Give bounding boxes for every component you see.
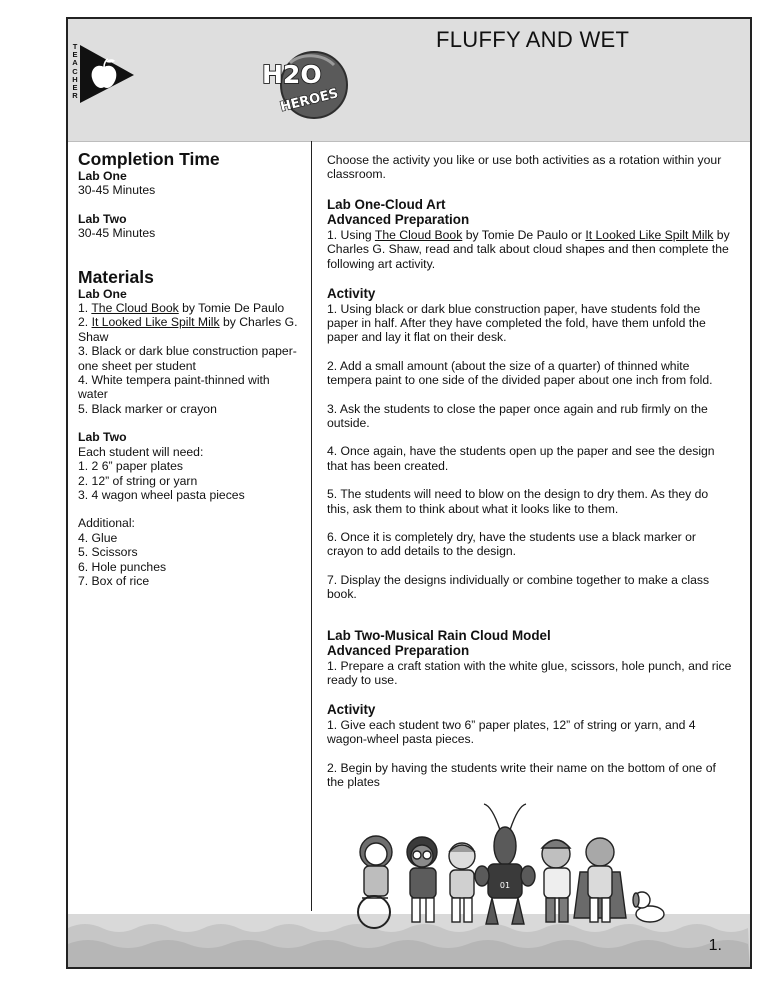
activity-step: 3. Ask the students to close the paper once again and rub firmly on the outside. <box>327 401 708 430</box>
teacher-letter: A <box>72 58 78 68</box>
page-title: FLUFFY AND WET <box>436 27 630 52</box>
material-item: 2. It Looked Like Spilt Milk by Charles G. Shaw <box>78 315 298 344</box>
material-item: 5. Black marker or crayon <box>78 401 217 416</box>
apple-icon <box>80 45 136 105</box>
materials-lab-one-label: Lab One <box>78 286 127 301</box>
book-title: The Cloud Book <box>374 227 463 242</box>
teacher-tab <box>68 43 138 123</box>
material-item: 3. 4 wagon wheel pasta pieces <box>78 487 245 502</box>
lab-two-title: Lab Two-Musical Rain Cloud Model <box>327 627 551 643</box>
activity-step: 1. Using black or dark blue construction paper, have students fold the paper in half. After they have completed the fold, have them unfold the paper and lay it flat on their desk. <box>327 301 706 345</box>
intro-text: Choose the activity you like or use both activities as a rotation within your classroom. <box>327 153 722 182</box>
lab-two-label: Lab Two <box>78 211 127 226</box>
teacher-letter: C <box>72 66 78 76</box>
additional-label: Additional: <box>78 516 135 531</box>
h2o-heroes-logo <box>256 49 348 123</box>
completion-time-heading: Completion Time <box>78 149 220 169</box>
activity-step: 4. Once again, have the students open up the paper and see the design that has been created. <box>327 444 715 473</box>
activity-step: 2. Begin by having the students write their name on the bottom of one of the plates <box>327 760 716 790</box>
lab-one-time: 30-45 Minutes <box>78 183 156 198</box>
material-item: 6. Hole punches <box>78 559 167 574</box>
material-item: 4. White tempera paint-thinned with water <box>78 373 270 402</box>
materials-heading: Materials <box>78 266 154 287</box>
lab-two-prep-text: 1. Prepare a craft station with the white glue, scissors, hole punch, and rice ready to use. <box>327 658 732 688</box>
activity-step: 1. Give each student two 6” paper plates, 12” of string or yarn, and 4 wagon-wheel pasta pieces. <box>327 717 696 747</box>
book-title: It Looked Like Spilt Milk <box>585 227 714 242</box>
svg-text:01: 01 <box>499 881 511 890</box>
lab-two-activity-label: Activity <box>327 702 376 718</box>
teacher-letter: E <box>72 83 78 93</box>
svg-text:H2O: H2O <box>262 60 322 89</box>
book-title: The Cloud Book <box>91 301 179 316</box>
right-column <box>327 153 732 790</box>
page-number: 1. <box>708 937 722 954</box>
left-column <box>78 149 300 588</box>
material-item: 5. Scissors <box>78 545 138 560</box>
header-band <box>68 19 750 142</box>
activity-step: 5. The students will need to blow on the design to dry them. As they do this, ask them to think about what it looks like to them. <box>327 487 709 516</box>
activity-step: 2. Add a small amount (about the size of a quarter) of thinned white tempera paint to one side of the divided paper about one inch from fold. <box>327 358 713 388</box>
materials-lab-two-label: Lab Two <box>78 430 127 445</box>
teacher-vertical-label <box>70 43 80 100</box>
activity-step: 6. Once it is completely dry, have the students use a black marker or crayon to add details to the design. <box>327 530 696 559</box>
material-item: 3. Black or dark blue construction paper-one sheet per student <box>78 344 297 373</box>
lab-one-adv-prep-label: Advanced Preparation <box>327 212 470 228</box>
column-divider <box>311 141 312 911</box>
teacher-letter: E <box>72 50 78 60</box>
lab-two-time: 30-45 Minutes <box>78 226 156 241</box>
lab-one-label: Lab One <box>78 169 127 183</box>
teacher-letter: T <box>72 42 78 51</box>
material-item: 1. The Cloud Book by Tomie De Paulo <box>78 301 285 316</box>
lab-one-prep-text: 1. Using The Cloud Book by Tomie De Paulo or It Looked Like Spilt Milk by Charles G. Shaw, read and talk about cloud shapes and then complete the following art activity. <box>327 227 730 271</box>
material-item: 1. 2 6” paper plates <box>78 459 184 474</box>
svg-text:HEROES: HEROES <box>278 86 340 116</box>
teacher-letter: H <box>72 74 78 84</box>
h2o-heroes-characters-illustration <box>354 802 672 934</box>
book-title: It Looked Like Spilt Milk <box>91 315 220 330</box>
material-item: 4. Glue <box>78 530 118 545</box>
lab-two-intro: Each student will need: <box>78 444 204 459</box>
material-item: 2. 12” of string or yarn <box>78 473 198 488</box>
lab-two-adv-prep-label: Advanced Preparation <box>327 643 470 659</box>
lab-one-activity-label: Activity <box>327 286 376 302</box>
lab-one-title: Lab One-Cloud Art <box>327 196 446 212</box>
activity-step: 7. Display the designs individually or combine together to make a class book. <box>327 572 710 602</box>
material-item: 7. Box of rice <box>78 573 150 588</box>
teacher-letter: R <box>72 91 78 101</box>
page-frame <box>66 17 752 969</box>
